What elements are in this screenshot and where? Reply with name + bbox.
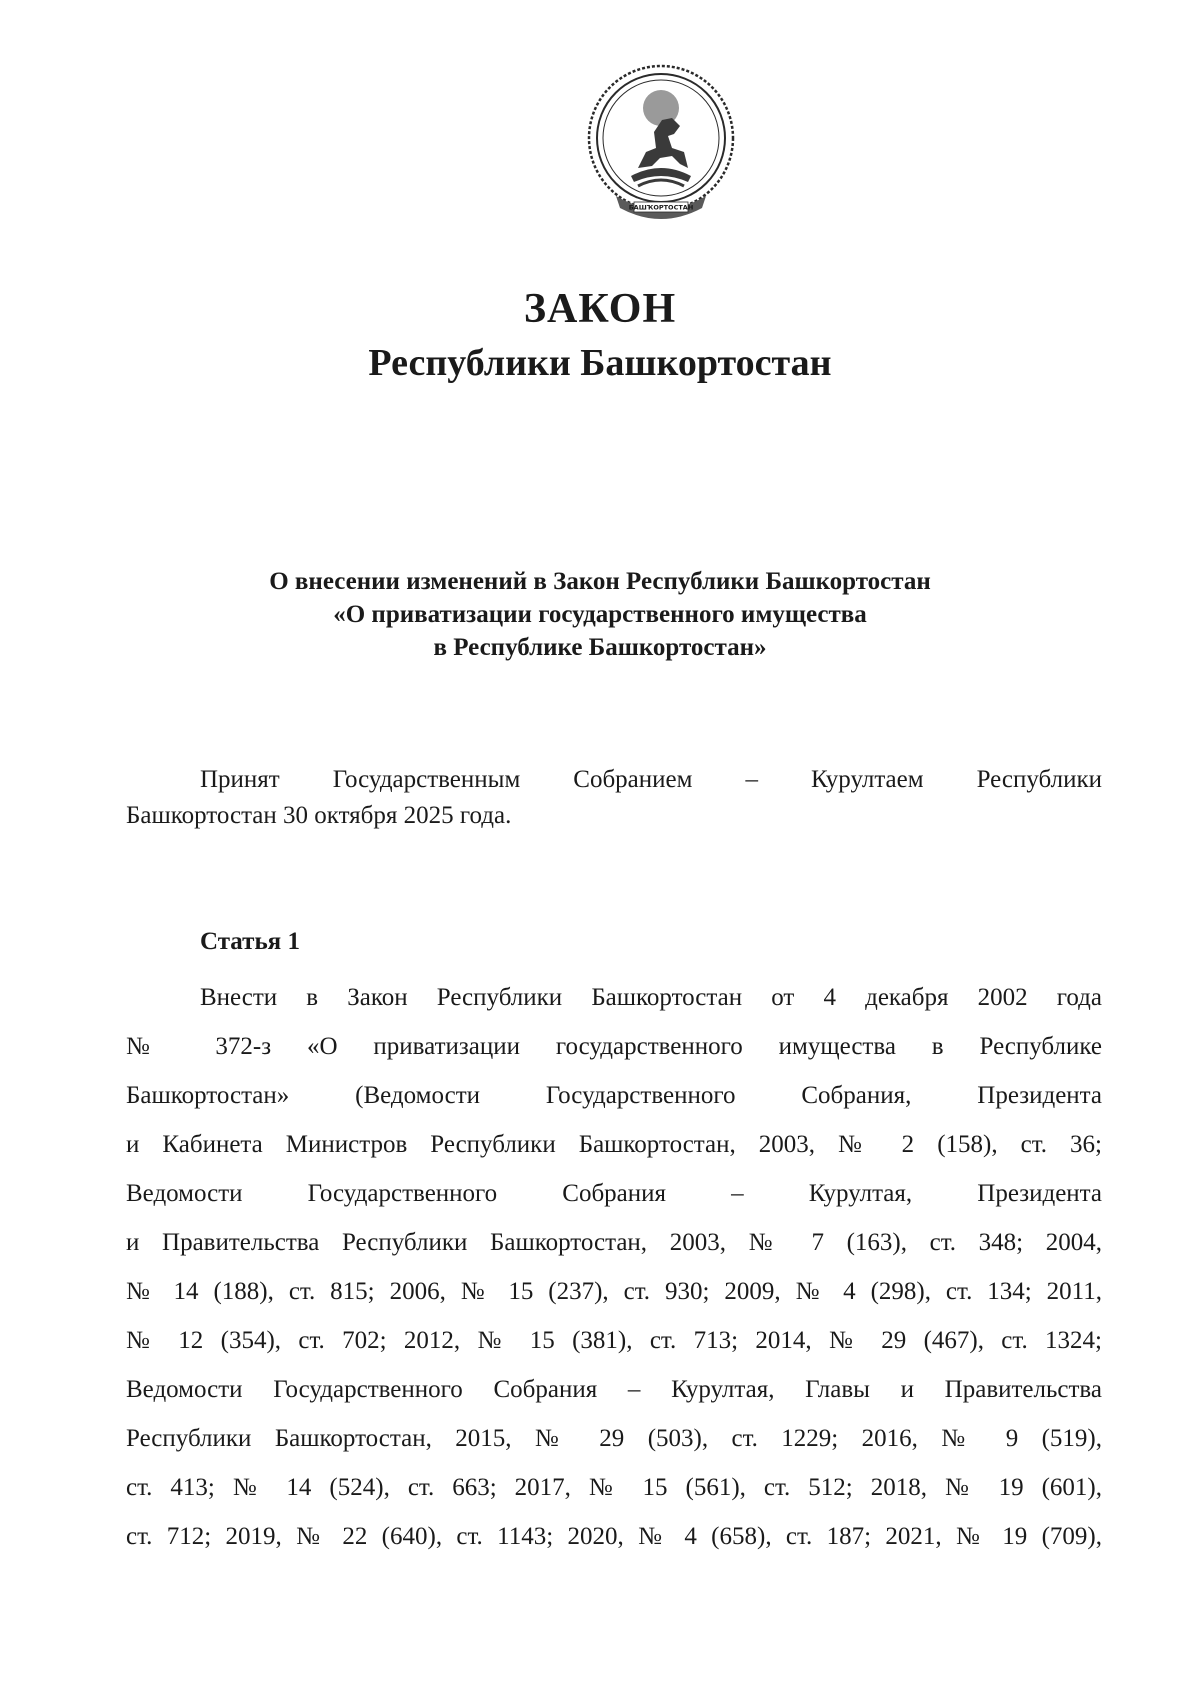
article-text-line: Башкортостан» (Ведомости Государственного Собрания, Президента bbox=[126, 1082, 1102, 1109]
article-body bbox=[126, 973, 1102, 1561]
article-text-line: и Правительства Республики Башкортостан, 2003, № 7 (163), ст. 348; 2004, bbox=[126, 1229, 1102, 1256]
adoption-statement bbox=[126, 762, 1102, 834]
document-subtitle: Республики Башкортостан bbox=[368, 342, 832, 384]
emblem-inscription-ribbon bbox=[629, 202, 694, 212]
coat-of-arms-emblem bbox=[576, 60, 746, 230]
article-text-line: ст. 413; № 14 (524), ст. 663; 2017, № 15 (561), ст. 512; 2018, № 19 (601), bbox=[126, 1474, 1102, 1501]
law-name-line: О внесении изменений в Закон Республики Башкортостан bbox=[269, 568, 931, 595]
law-name-line: в Республике Башкортостан» bbox=[433, 634, 767, 661]
document-title: ЗАКОН bbox=[523, 286, 677, 332]
article-text-line: Республики Башкортостан, 2015, № 29 (503), ст. 1229; 2016, № 9 (519), bbox=[126, 1425, 1102, 1452]
article-text-line: Внести в Закон Республики Башкортостан от 4 декабря 2002 года bbox=[200, 984, 1102, 1011]
article-text-line: № 372-з «О приватизации государственного имущества в Республике bbox=[126, 1033, 1102, 1060]
article-text-line: Ведомости Государственного Собрания – Курултая, Президента bbox=[126, 1180, 1102, 1207]
article-heading: Статья 1 bbox=[200, 928, 300, 955]
emblem-inscription: БАШҠОРТОСТАН bbox=[628, 203, 694, 212]
article-text-line: и Кабинета Министров Республики Башкортостан, 2003, № 2 (158), ст. 36; bbox=[126, 1131, 1102, 1158]
law-name bbox=[0, 565, 1200, 664]
adoption-line: Принят Государственным Собранием – Курултаем Республики bbox=[200, 766, 1102, 793]
adoption-line: Башкортостан 30 октября 2025 года. bbox=[126, 802, 512, 829]
article-text-line: № 14 (188), ст. 815; 2006, № 15 (237), ст. 930; 2009, № 4 (298), ст. 134; 2011, bbox=[126, 1278, 1102, 1305]
article-text-line: Ведомости Государственного Собрания – Курултая, Главы и Правительства bbox=[126, 1376, 1102, 1403]
law-name-line: «О приватизации государственного имущества bbox=[333, 601, 867, 628]
article-text-line: ст. 712; 2019, № 22 (640), ст. 1143; 2020, № 4 (658), ст. 187; 2021, № 19 (709), bbox=[126, 1523, 1102, 1550]
article-text-line: № 12 (354), ст. 702; 2012, № 15 (381), ст. 713; 2014, № 29 (467), ст. 1324; bbox=[126, 1327, 1102, 1354]
